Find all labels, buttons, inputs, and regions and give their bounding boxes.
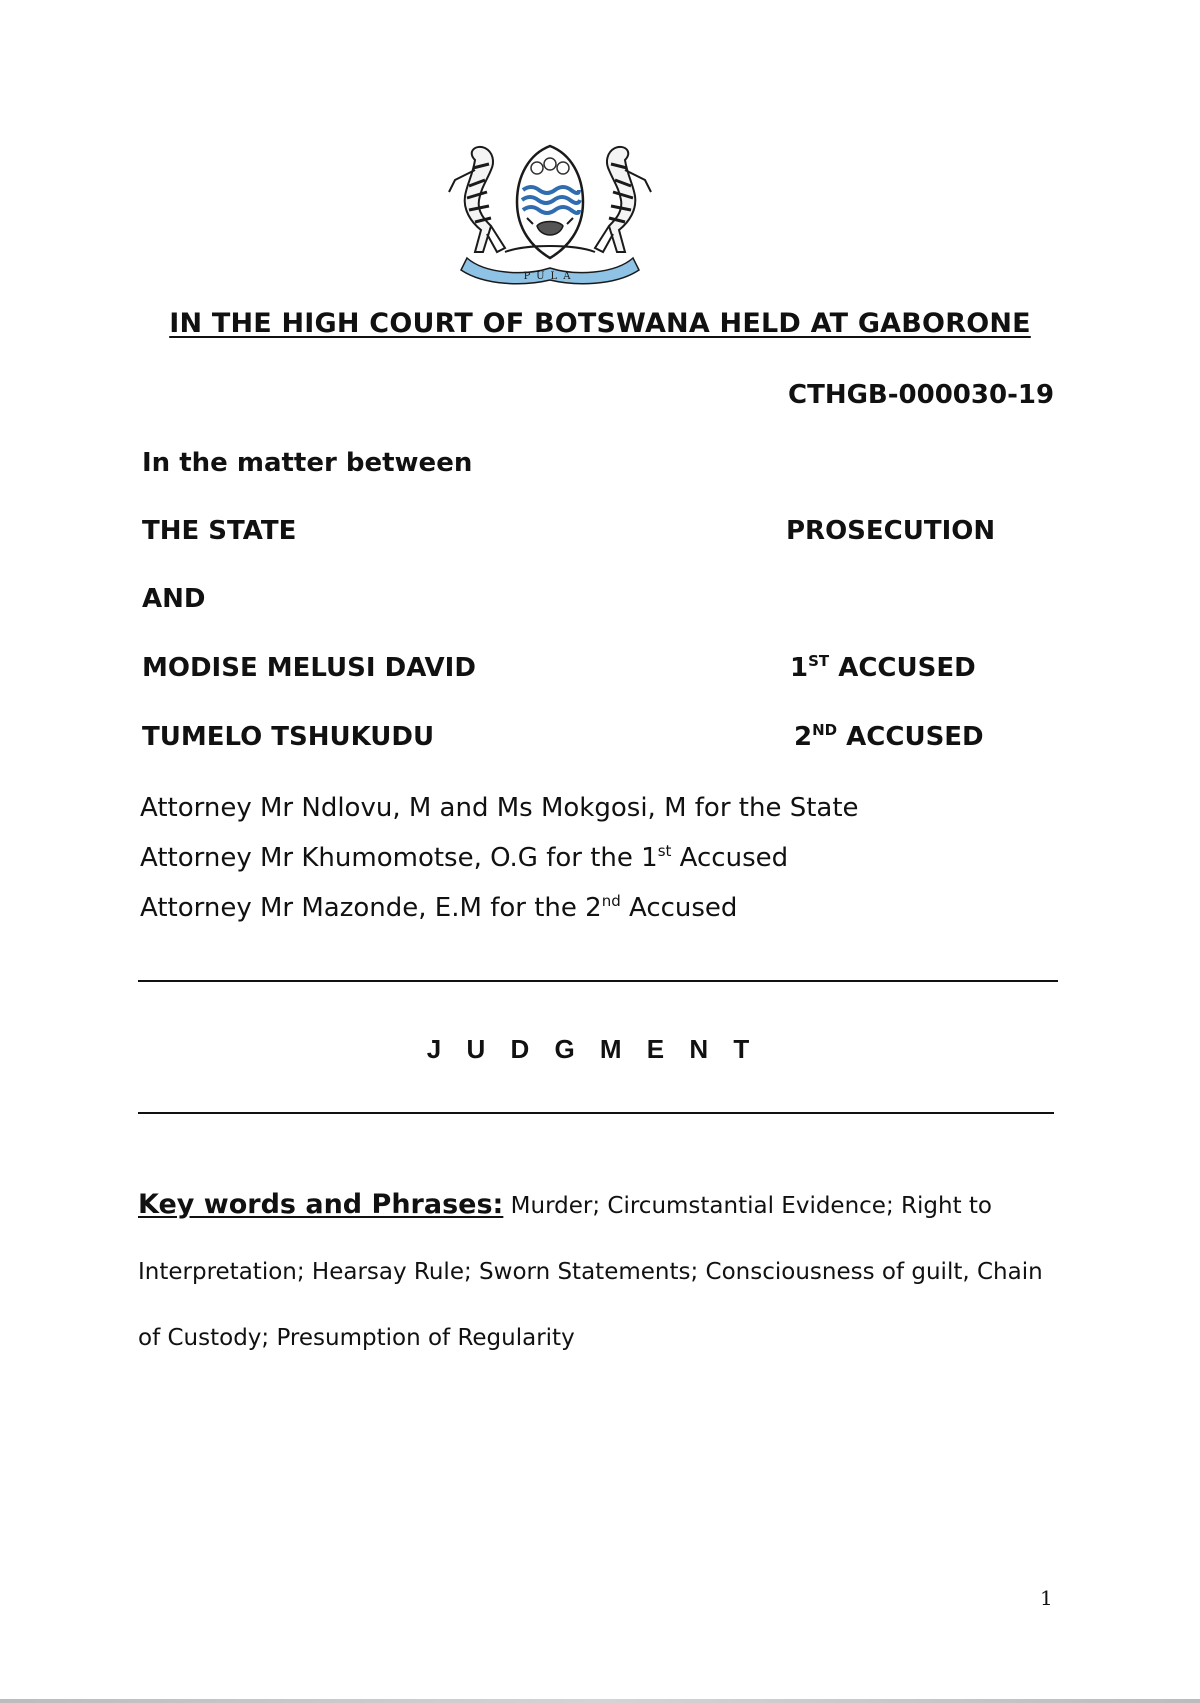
divider-bottom xyxy=(138,1112,1054,1114)
attorney-line-accused-2-tail: Accused xyxy=(620,893,738,923)
accused-1-ordinal-number: 1 xyxy=(790,653,809,683)
page-number: 1 xyxy=(1040,1586,1053,1610)
motto-ribbon xyxy=(461,258,639,284)
accused-1-role xyxy=(790,653,976,683)
shield xyxy=(517,146,583,258)
attorney-line-state xyxy=(140,793,859,823)
motto-glyphs: PULA xyxy=(523,271,577,282)
keywords-paragraph xyxy=(138,1172,1058,1371)
accused-1-role-label: ACCUSED xyxy=(838,653,976,683)
attorney-line-accused-1 xyxy=(140,843,788,873)
attorney-line-accused-1-sup: st xyxy=(657,842,672,860)
accused-1-name: MODISE MELUSI DAVID xyxy=(142,653,476,683)
accused-2-name: TUMELO TSHUKUDU xyxy=(142,722,435,752)
attorney-line-accused-2 xyxy=(140,893,737,923)
matter-intro: In the matter between xyxy=(142,448,473,478)
attorney-line-accused-2-sup: nd xyxy=(601,892,621,910)
attorney-line-state-text: Attorney Mr Ndlovu, M and Ms Mokgosi, M for the State xyxy=(140,793,859,823)
coat-of-arms-emblem xyxy=(445,140,655,290)
right-zebra-supporter xyxy=(595,147,651,252)
case-number: CTHGB-000030-19 xyxy=(788,380,1055,410)
divider-top xyxy=(138,980,1058,982)
scan-edge xyxy=(0,1699,1200,1703)
attorney-line-accused-1-tail: Accused xyxy=(671,843,789,873)
party-state-role: PROSECUTION xyxy=(786,516,996,546)
party-state-name: THE STATE xyxy=(142,516,297,546)
coat-of-arms xyxy=(445,140,655,290)
attorney-line-accused-1-text: Attorney Mr Khumomotse, O.G for the 1 xyxy=(140,843,658,873)
conjunction-and: AND xyxy=(142,584,206,614)
keywords-label: Key words and Phrases: xyxy=(138,1189,504,1220)
accused-2-role-label: ACCUSED xyxy=(846,722,984,752)
accused-2-ordinal-suffix: ND xyxy=(812,721,838,739)
left-zebra-supporter xyxy=(449,147,505,252)
keywords-text: Murder; Circumstantial Evidence; Right to Interpretation; Hearsay Rule; Sworn Statements; Consciousness of guilt, Chain of Custody; Presumption of Regularity xyxy=(138,1193,1043,1351)
court-title: IN THE HIGH COURT OF BOTSWANA HELD AT GABORONE xyxy=(169,308,1031,339)
accused-2-ordinal-number: 2 xyxy=(794,722,813,752)
accused-1-ordinal-suffix: ST xyxy=(808,652,830,670)
attorney-line-accused-2-text: Attorney Mr Mazonde, E.M for the 2 xyxy=(140,893,602,923)
judgment-heading: J U D G M E N T xyxy=(426,1034,759,1064)
accused-2-role xyxy=(794,722,984,752)
